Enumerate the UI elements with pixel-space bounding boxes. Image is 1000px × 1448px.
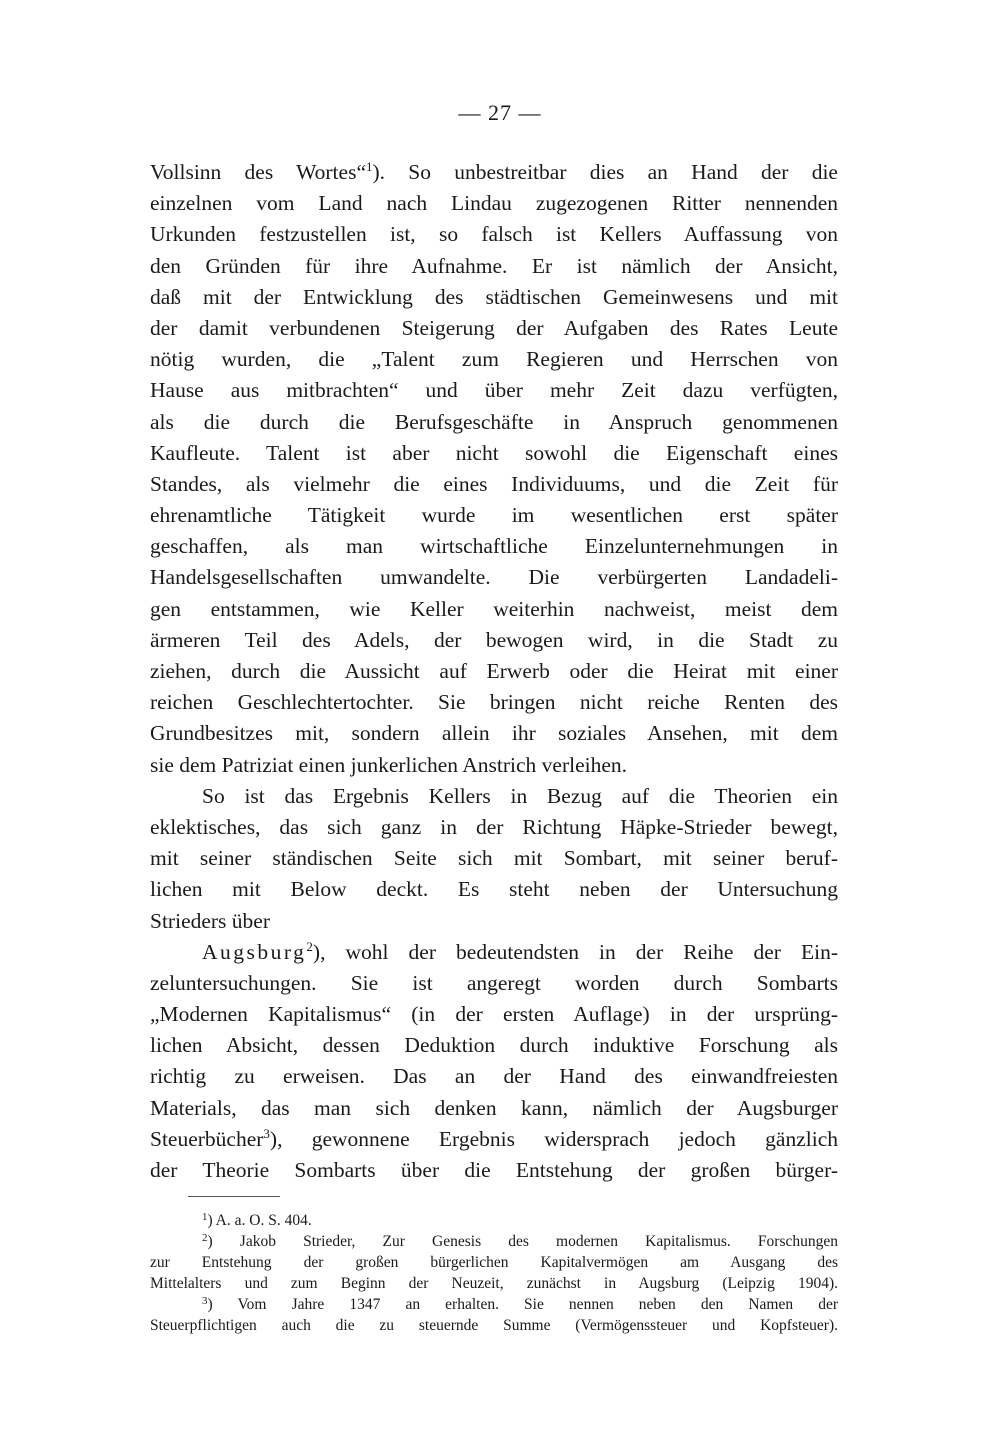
footnote-ref-3: 3: [263, 1125, 270, 1141]
text-line-22: eklektisches, das sich ganz in der Richtung Häpke-Strieder bewegt,: [150, 814, 838, 839]
footnote-3-line-2: Steuerpflichtigen auch die zu steuernde Summe (Vermögenssteuer und Kopfsteuer).: [150, 1317, 838, 1334]
footnote-2-line-1: $^2$) Jakob Strieder, Zur Genesis des modernen Kapitalismus. Forschungen: [202, 1232, 838, 1250]
text-line-20: sie dem Patriziat einen junkerlichen Anstrich verleihen.: [150, 752, 628, 777]
text-line-27: zeluntersuchungen. Sie ist angeregt worden durch Sombarts: [150, 970, 838, 995]
text-line-17: ziehen, durch die Aussicht auf Erwerb oder die Heirat mit einer: [150, 659, 838, 683]
text-line-18: reichen Geschlechtertochter. Sie bringen nicht reiche Renten des: [150, 690, 838, 715]
footnote-2-line-3: Mittelalters und zum Beginn der Neuzeit, zunächst in Augsburg (Leipzig 1904).: [150, 1275, 838, 1292]
text-line-32: Steuerbücher$^3$), gewonnene Ergebnis widersprach jedoch gänzlich: [150, 1125, 838, 1151]
main-text: [150, 157, 838, 1186]
text-line-28: „Modernen Kapitalismus“ (in der ersten Auflage) in der ursprüng-: [150, 1002, 838, 1027]
text-line-24: lichen mit Below deckt. Es steht neben der Untersuchung: [150, 877, 838, 902]
page-number: — 27 —: [458, 100, 542, 125]
text-line-25: Strieders über: [150, 908, 271, 933]
text-line-31: Materials, das man sich denken kann, nämlich der Augsburger: [150, 1095, 838, 1120]
text-line-5: daß mit der Entwicklung des städtischen Gemeinwesens und mit: [150, 284, 838, 309]
text-line-7: nötig wurden, die „Talent zum Regieren und Herrschen von: [150, 347, 838, 372]
text-line-2: einzelnen vom Land nach Lindau zugezogenen Ritter nennenden: [150, 191, 838, 216]
text-line-15: gen entstammen, wie Keller weiterhin nachweist, meist dem: [150, 596, 838, 621]
footnotes: [150, 1210, 838, 1336]
text-line-30: richtig zu erweisen. Das an der Hand des einwandfreiesten: [150, 1064, 838, 1089]
text-line-29: lichen Absicht, dessen Deduktion durch induktive Forschung als: [150, 1033, 838, 1058]
text-line-8: Hause aus mitbrachten“ und über mehr Zeit dazu verfügten,: [150, 378, 838, 403]
text-line-6: der damit verbundenen Steigerung der Aufgaben des Rates Leute: [150, 315, 838, 340]
footnote-ref-2: 2: [306, 938, 313, 954]
footnote-divider: [188, 1196, 280, 1197]
footnote-3-line-1: $^3$) Vom Jahre 1347 an erhalten. Sie nennen neben den Namen der: [202, 1295, 838, 1313]
augsburg-heading: Augsburg: [202, 939, 307, 964]
text-line-13: geschaffen, als man wirtschaftliche Einzelunternehmungen in: [150, 534, 838, 559]
footnote-2-line-2: zur Entstehung der großen bürgerlichen Kapitalvermögen am Ausgang des: [150, 1254, 838, 1271]
text-line-3: Urkunden festzustellen ist, so falsch ist Kellers Auffassung von: [150, 222, 838, 247]
text-line-33: der Theorie Sombarts über die Entstehung der großen bürger-: [150, 1158, 838, 1182]
text-line-11: Standes, als vielmehr die eines Individuums, und die Zeit für: [150, 471, 838, 496]
text-line-12: ehrenamtliche Tätigkeit wurde im wesentlichen erst später: [150, 503, 838, 528]
text-line-4: den Gründen für ihre Aufnahme. Er ist nämlich der Ansicht,: [150, 253, 838, 278]
text-line-26: Augsburg$^2$), wohl der bedeutendsten in der Reihe der Ein-: [202, 938, 838, 964]
text-line-16: ärmeren Teil des Adels, der bewogen wird, in die Stadt zu: [150, 627, 838, 652]
footnote-1: $^1$) A. a. O. S. 404.: [202, 1211, 312, 1229]
text-line-9: als die durch die Berufsgeschäfte in Anspruch genommenen: [150, 409, 838, 434]
footnote-ref-1: 1: [365, 159, 373, 174]
text-line-10: Kaufleute. Talent ist aber nicht sowohl die Eigenschaft eines: [150, 440, 838, 465]
text-line-21: So ist das Ergebnis Kellers in Bezug auf die Theorien ein: [202, 783, 838, 808]
text-line-19: Grundbesitzes mit, sondern allein ihr soziales Ansehen, mit dem: [150, 721, 838, 746]
text-line-23: mit seiner ständischen Seite sich mit Sombart, mit seiner beruf-: [150, 846, 838, 871]
text-line-1: Vollsinn des Wortes“$^1$). So unbestreitbar dies an Hand der die: [150, 159, 838, 184]
text-line-14: Handelsgesellschaften umwandelte. Die verbürgerten Landadeli-: [150, 565, 838, 590]
